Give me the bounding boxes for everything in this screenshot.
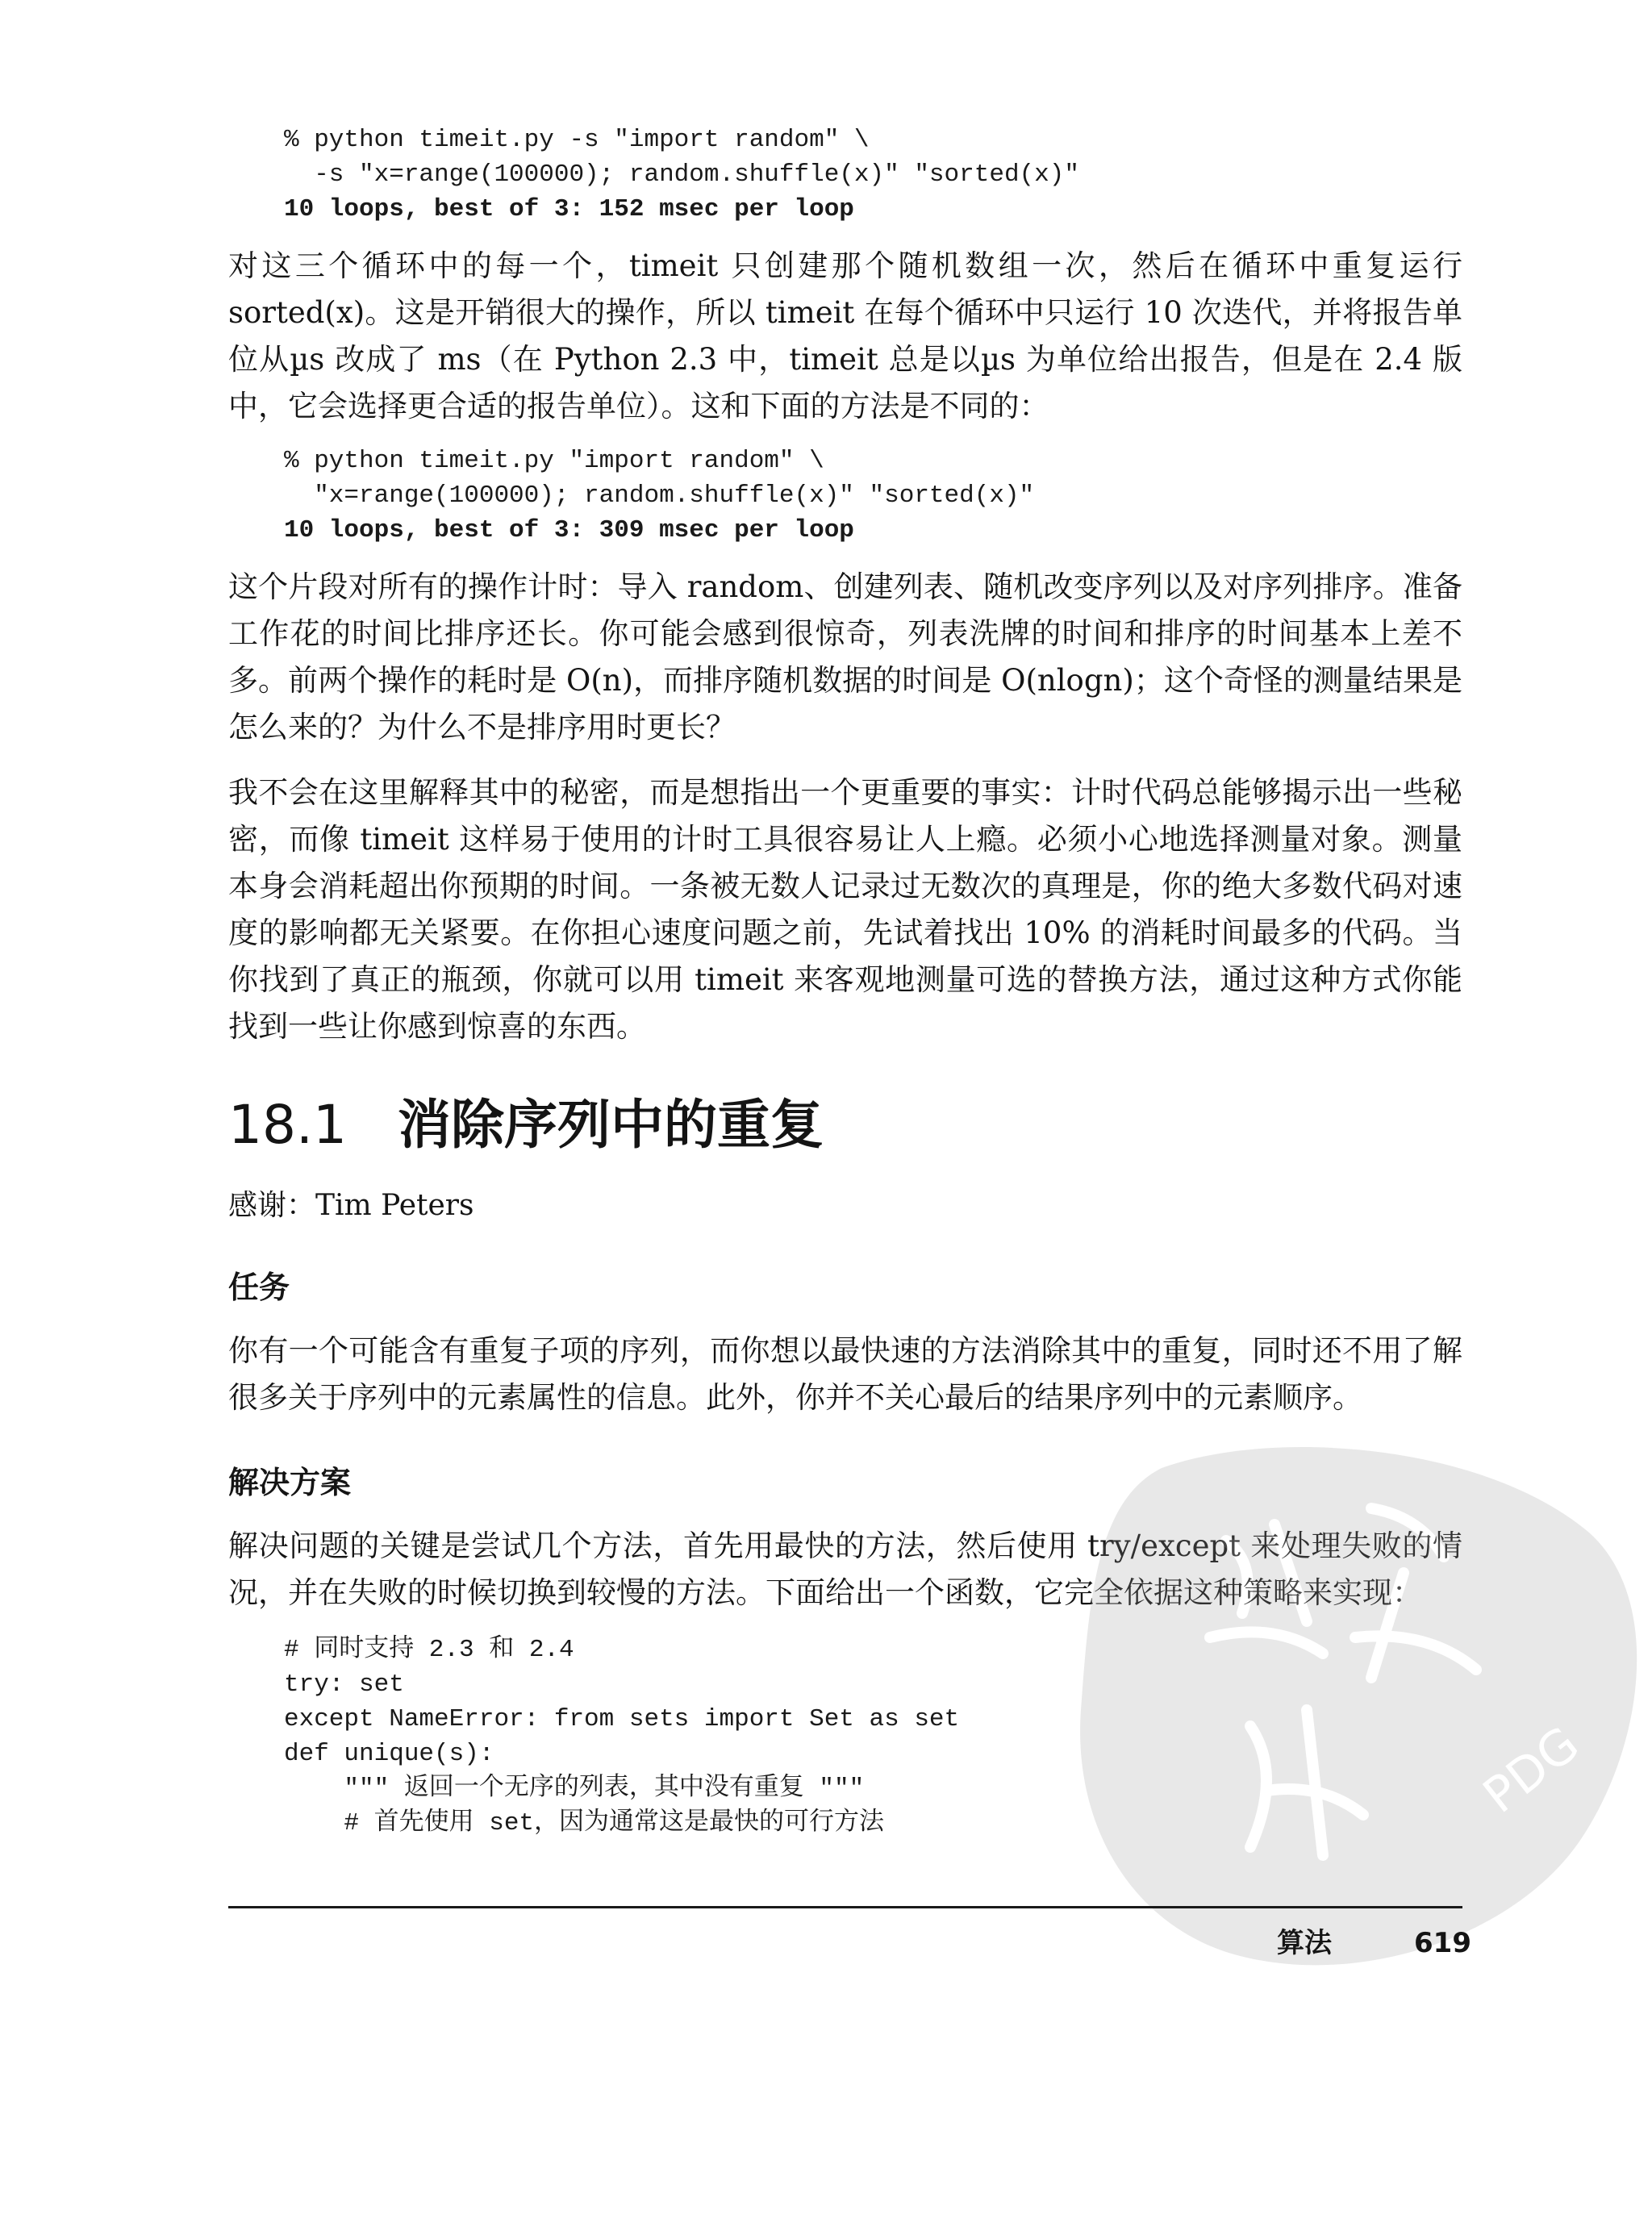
code-output-line: 10 loops, best of 3: 309 msec per loop	[284, 516, 854, 544]
task-paragraph: 你有一个可能含有重复子项的序列，而你想以最快速的方法消除其中的重复，同时还不用了解很多关于序列中的元素属性的信息。此外，你并不关心最后的结果序列中的元素顺序。	[228, 1333, 1462, 1415]
credit-line: 感谢：Tim Peters	[228, 1189, 474, 1222]
solution-paragraph: 解决问题的关键是尝试几个方法，首先用最快的方法，然后使用 try/except 来处理失败的情况，并在失败的时候切换到较慢的方法。下面给出一个函数，它完全依据这种策略来实现：	[228, 1529, 1462, 1610]
task-heading: 任务	[228, 1270, 290, 1305]
code-comment-line: # 首先使用 set，因为通常这是最快的可行方法	[284, 1809, 885, 1837]
footer-rule	[228, 1906, 1462, 1908]
section-heading	[228, 1089, 824, 1162]
footer-chapter-name: 算法	[1277, 1927, 1332, 1959]
watermark-pdg-text: PDG	[1473, 1716, 1590, 1825]
code-line: % python timeit.py -s "import random" \	[284, 126, 870, 154]
code-line: % python timeit.py "import random" \	[284, 447, 824, 475]
code-docstring-line: """ 返回一个无序的列表，其中没有重复 """	[284, 1775, 865, 1803]
section-title: 消除序列中的重复	[398, 1094, 824, 1156]
code-line: try: set	[284, 1670, 404, 1699]
code-line: def unique(s):	[284, 1740, 494, 1768]
paragraph-timing-advice: 我不会在这里解释其中的秘密，而是想指出一个更重要的事实：计时代码总能够揭示出一些秘密，而像 timeit 这样易于使用的计时工具很容易让人上瘾。必须小心地选择测量对象。测量本身会消耗超出你预期的时间。一条被无数人记录过无数次的真理是，你的绝大多数代码对速度的影响都无关紧要。在你担心速度问题之前，先试着找出 10% 的消耗时间最多的代码。当你找到了真正的瓶颈，你就可以用 timeit 来客观地测量可选的替换方法，通过这种方式你能找到一些让你感到惊喜的东西。	[228, 775, 1462, 1044]
code-block-timeit-setup	[284, 123, 1079, 227]
code-line: except NameError: from sets import Set as set	[284, 1705, 960, 1733]
paragraph-timing-surprise: 这个片段对所有的操作计时：导入 random、创建列表、随机改变序列以及对序列排序。准备工作花的时间比排序还长。你可能会感到很惊奇，列表洗牌的时间和排序的时间基本上差不多。前两个操作的耗时是 O(n)，而排序随机数据的时间是 O(nlogn)；这个奇怪的测量结果是怎么来的？为什么不是排序用时更长？	[228, 569, 1462, 744]
code-line: "x=range(100000); random.shuffle(x)" "sorted(x)"	[284, 482, 1035, 510]
solution-heading: 解决方案	[228, 1465, 352, 1500]
paragraph-timeit-explanation: 对这三个循环中的每一个，timeit 只创建那个随机数组一次，然后在循环中重复运行 sorted(x)。这是开销很大的操作，所以 timeit 在每个循环中只运行 10 次迭代，并将报告单位从µs 改成了 ms（在 Python 2.3 中，timeit 总是以µs 为单位给出报告，但是在 2.4 版中，它会选择更合适的报告单位）。这和下面的方法是不同的：	[228, 248, 1462, 423]
footer-page-number: 619	[1414, 1927, 1471, 1959]
section-number: 18.1	[228, 1094, 347, 1156]
code-block-timeit-full	[284, 444, 1034, 548]
code-block-unique-function	[284, 1633, 959, 1841]
code-output-line: 10 loops, best of 3: 152 msec per loop	[284, 195, 854, 223]
code-comment-line: # 同时支持 2.3 和 2.4	[284, 1636, 574, 1664]
watermark-seal	[1065, 1436, 1652, 1984]
code-line: -s "x=range(100000); random.shuffle(x)" "sorted(x)"	[284, 161, 1079, 189]
